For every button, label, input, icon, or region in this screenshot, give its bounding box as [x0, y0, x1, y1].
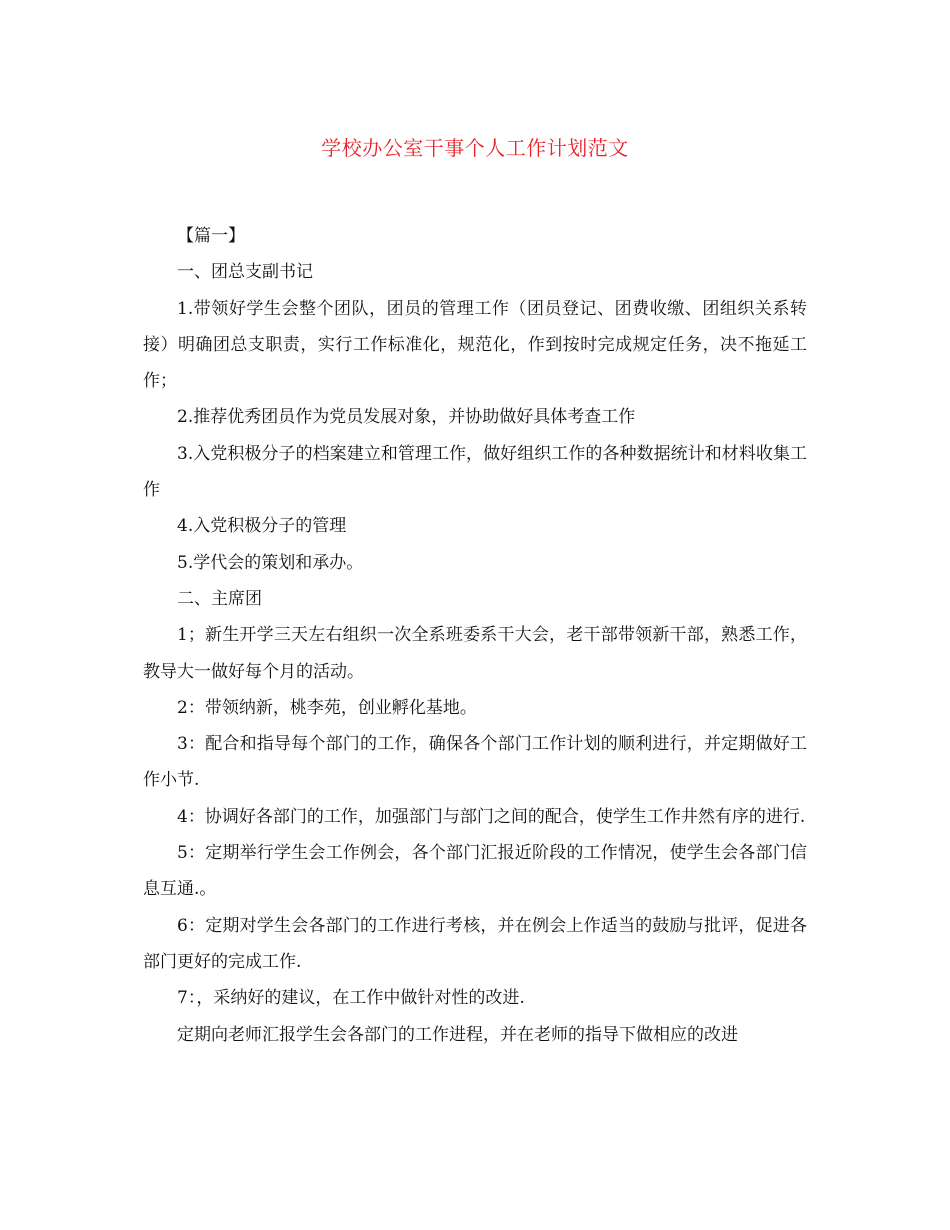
document-title: 学校办公室干事个人工作计划范文 — [321, 136, 629, 160]
paragraph: 2.推荐优秀团员作为党员发展对象，并协助做好具体考查工作 — [177, 407, 636, 428]
section-heading: 二、主席团 — [177, 588, 262, 609]
paragraph: 5.学代会的策划和承办。 — [177, 552, 364, 573]
paragraph: 3：配合和指导每个部门的工作，确保各个部门工作计划的顺利进行，并定期做好工作小节. — [143, 734, 807, 791]
paragraph: 7：，采纳好的建议，在工作中做针对性的改进. — [177, 988, 525, 1009]
document-body — [143, 218, 807, 1053]
paragraph: 4.入党积极分子的管理 — [177, 516, 347, 537]
paragraph: 1.带领好学生会整个团队，团员的管理工作（团员登记、团费收缴、团组织关系转接）明确团总支职责，实行工作标准化，规范化，作到按时完成规定任务，决不拖延工作； — [143, 298, 807, 392]
section-heading: 一、团总支副书记 — [177, 262, 313, 283]
paragraph: 6：定期对学生会各部门的工作进行考核，并在例会上作适当的鼓励与批评，促进各部门更好的完成工作. — [143, 915, 807, 972]
paragraph: 3.入党积极分子的档案建立和管理工作，做好组织工作的各种数据统计和材料收集工作 — [143, 443, 807, 501]
section-label: 【篇一】 — [177, 226, 245, 246]
paragraph: 5：定期举行学生会工作例会，各个部门汇报近阶段的工作情况，使学生会各部门信息互通.。 — [143, 843, 807, 900]
paragraph: 1；新生开学三天左右组织一次全系班委系干大会，老干部带领新干部，熟悉工作，教导大一做好每个月的活动。 — [143, 625, 807, 682]
paragraph: 2：带领纳新，桃李苑，创业孵化基地。 — [177, 697, 477, 718]
paragraph: 4：协调好各部门的工作，加强部门与部门之间的配合，使学生工作井然有序的进行. — [177, 806, 806, 827]
paragraph: 定期向老师汇报学生会各部门的工作进程，并在老师的指导下做相应的改进 — [177, 1024, 738, 1045]
